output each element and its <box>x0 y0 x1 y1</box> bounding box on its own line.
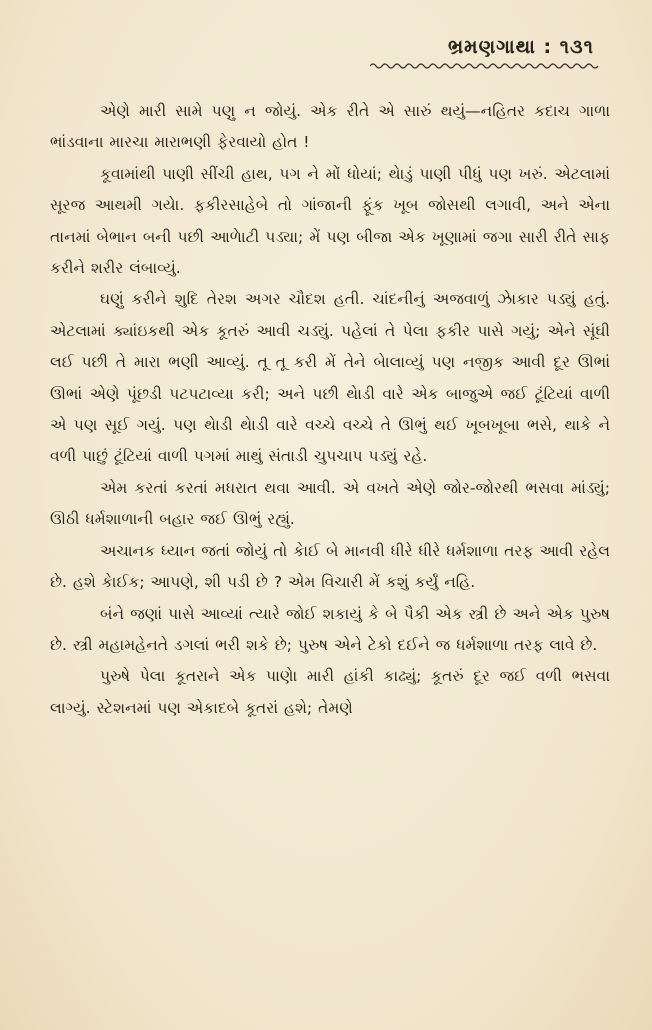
paragraph: બંને જણાં પાસે આવ્યાં ત્યારે જોઈ શકાયું કે બે પૈકી એક સ્ત્રી છે અને એક પુરુષ છે. સ્ત્રી મહામહેનતે ડગલાં ભરી શકે છે; પુરુષ એને ટેકો દઈને જ ધર્મશાળા તરફ લાવે છે. <box>50 604 610 654</box>
paragraph: પુરુષે પેલા કૂતરાને એક પાણાે મારી હાંકી કાઢ્યું; કૂતરું દૂર જઈ વળી ભસવા લાગ્યું. સ્ટેશનમાં પણ એકાદબે કૂતરાં હશે; તેમણે <box>50 667 610 717</box>
header-wavy-rule <box>370 62 600 70</box>
paragraph: એમ કરતાં કરતાં મધરાત થવા આવી. એ વખતે એણે જોર-જોરથી ભસવા માંડ્યું; ઊઠી ધર્મશાળાની બહાર જઈ ઊભું રહ્યું. <box>50 478 610 529</box>
paragraph: કૂવામાંથી પાણી સીંચી હાથ, પગ ને મોં ધોયાં; થાેડું પાણી પીધું પણ ખરું. એટલામાં સૂરજ આથમી ગયેા. ફકીરસાહેબે તો ગાંજાની ફૂંક ખૂબ જોસથી લગાવી, અને એના તાનમાં બેભાન બની પછી આળાેટી પડ્યા; મેં પણ બીજા એક ખૂણામાં જગા સારી રીતે સાફ કરીને શરીર લંબાવ્યું. <box>50 164 610 278</box>
paragraph: અચાનક ધ્યાન જતાં જોયું તો કાેઈ બે માનવી ધીરે ધીરે ધર્મશાળા તરફ આવી રહેલ છે. હશે કાેઈક; આપણે, શી પડી છે ? એમ વિચારી મેં કશું કર્યું નહિ. <box>50 541 610 592</box>
running-head: ભ્રમણગાથા : ૧૩૧ <box>447 36 594 58</box>
paragraph: ઘણું કરીને શુદિ તેરશ અગર ચૌદશ હતી. ચાંદનીનું અજવાળું ઝાેકાર પડ્યું હતું. એટલામાં ક્યાંઇકથી એક કૂતરું આવી ચડ્યું. પહેલાં તે પેલા ફકીર પાસે ગયું; એને સૂંઘી લઈ પછી તે મારા ભણી આવ્યું. તૂ તૂ કરી મેં તેને બાેલાવ્યું પણ નજીક આવી દૂર ઊભાં ઊભાં એણે પૂંછડી પટપટાવ્યા કરી; અને પછી થાેડી વારે એક બાજુએ જઈ ટૂંટિયાં વાળી એ પણ સૂઈ ગયું. પણ થાેડી થાેડી વારે વચ્ચે વચ્ચે તે ઊભું થઈ ખૂબખૂબા ભસે, થાકે ને વળી પાછું ટૂંટિયાં વાળી પગમાં માથું સંતાડી ચુપચાપ પડ્યું રહે. <box>50 290 610 466</box>
body-text <box>50 96 610 724</box>
paragraph: એણે મારી સામે પણુ ન જોયું. એક રીતે એ સારું થયું—નહિતર કદાચ ગાળા ભાંડવાના મારચા મારાભણી ફેરવાયો હોત ! <box>50 102 610 152</box>
